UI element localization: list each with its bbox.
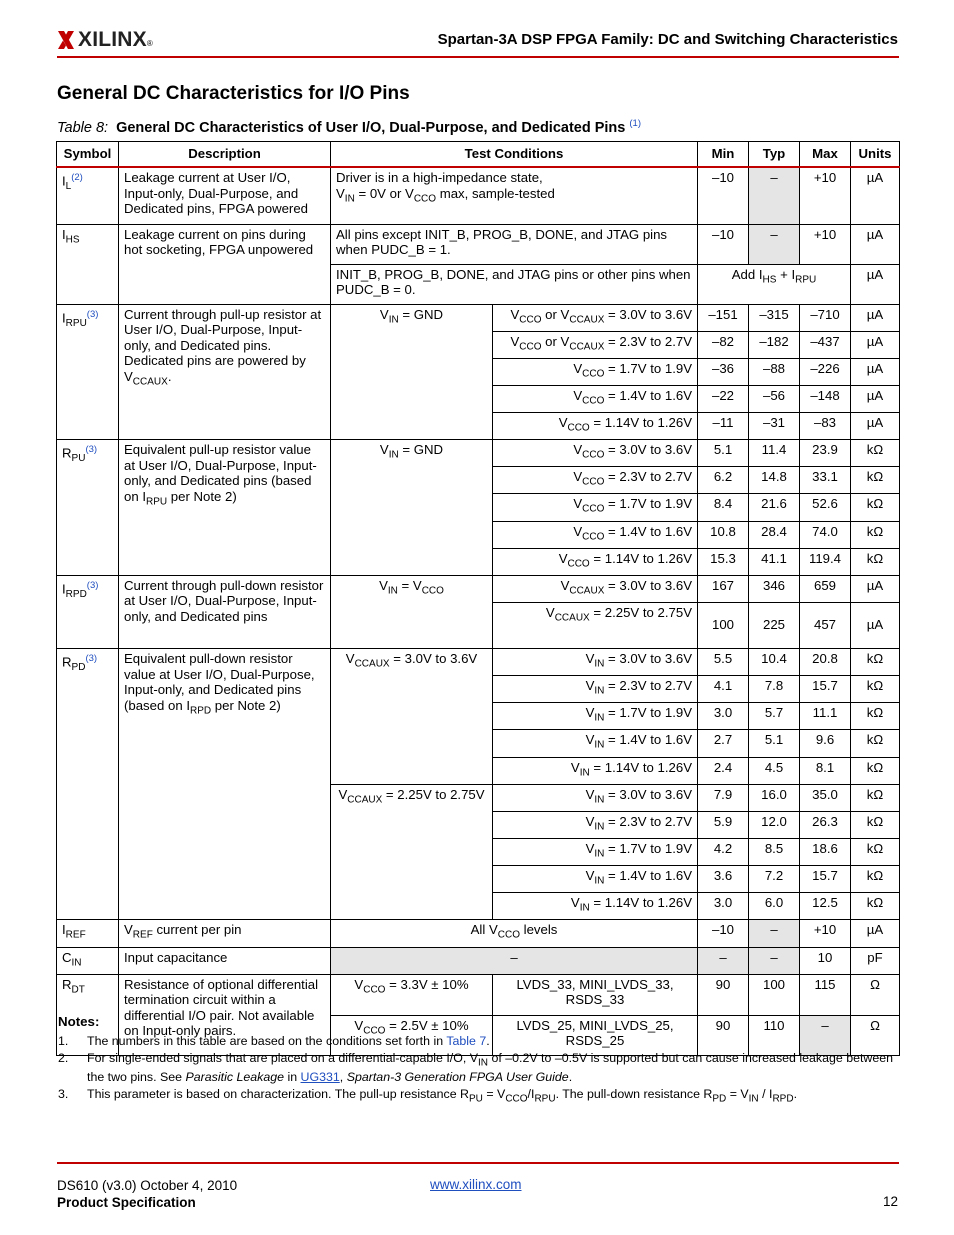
typ-value: 4.5 — [749, 757, 800, 784]
range-irpu-3: $V_{CCO} = 1.7V$ to 1.9V — [493, 358, 698, 385]
desc-iref: $V_{REF}$ current per pin — [119, 920, 331, 947]
max-value: 8.1 — [800, 757, 851, 784]
typ-cin: – — [749, 947, 800, 974]
unit-value: kΩ — [851, 548, 900, 575]
range-rpd-g2-5: $V_{IN} = 1.14V$ to 1.26V — [493, 893, 698, 920]
unit-value: kΩ — [851, 676, 900, 703]
typ-value: 41.1 — [749, 548, 800, 575]
typ-iref: – — [749, 920, 800, 947]
unit-value: µA — [851, 575, 900, 602]
min-value: 15.3 — [698, 548, 749, 575]
unit-value: µA — [851, 385, 900, 412]
symbol-rdt: $R_{DT}$ — [57, 974, 119, 1055]
max-value: –437 — [800, 331, 851, 358]
max-value: 74.0 — [800, 521, 851, 548]
unit-value: µA — [851, 304, 900, 331]
unit-value: Ω — [851, 974, 900, 1015]
unit-value: Ω — [851, 1015, 900, 1055]
typ-il: – — [749, 167, 800, 224]
range-rpd-g1-3: $V_{IN} = 1.7V$ to 1.9V — [493, 703, 698, 730]
range-rpu-1: $V_{CCO} = 3.0V$ to 3.6V — [493, 440, 698, 467]
note-link[interactable]: (3) — [85, 653, 98, 665]
cond-il: Driver is in a high-impedance state, $V_{IN} = 0V$ or $V_{CCO}$ max, sample-tested — [331, 167, 698, 224]
min-value: 167 — [698, 575, 749, 602]
min-value: 3.6 — [698, 866, 749, 893]
cond-rdt-2: $V_{CCO} = 2.5V \pm 10\%$ — [331, 1015, 493, 1055]
cond-iref: All $V_{CCO}$ levels — [331, 920, 698, 947]
unit-value: µA — [851, 413, 900, 440]
max-value: 33.1 — [800, 467, 851, 494]
col-description: Description — [119, 142, 331, 168]
table-row — [57, 304, 900, 331]
min-value: 8.4 — [698, 494, 749, 521]
typ-value: 16.0 — [749, 784, 800, 811]
min-value: 6.2 — [698, 467, 749, 494]
range-irpu-5: $V_{CCO} = 1.14V$ to 1.26V — [493, 413, 698, 440]
typ-value: –315 — [749, 304, 800, 331]
table-note-link[interactable]: (1) — [629, 118, 642, 129]
unit-value: kΩ — [851, 730, 900, 757]
max-value: 659 — [800, 575, 851, 602]
max-value: 9.6 — [800, 730, 851, 757]
unit-value: kΩ — [851, 440, 900, 467]
desc-rpu: Equivalent pull-up resistor value at User I/O, Dual-Purpose, Input-only, and Dedicated pins (based on $I_{RPU}$ per Note 2) — [119, 440, 331, 576]
desc-irpd: Current through pull-down resistor at User I/O, Dual-Purpose, Input-only, and Dedicated pins — [119, 575, 331, 648]
note-link[interactable]: (3) — [86, 579, 99, 591]
symbol-cin: $C_{IN}$ — [57, 947, 119, 974]
min-value: 100 — [698, 603, 749, 649]
symbol-rpd: $R_{PD}^{(3)}$ — [57, 649, 119, 920]
max-value: –226 — [800, 358, 851, 385]
typ-value: 110 — [749, 1015, 800, 1055]
range-rpd-g2-2: $V_{IN} = 2.3V$ to 2.7V — [493, 811, 698, 838]
typ-value: 225 — [749, 603, 800, 649]
typ-value: –56 — [749, 385, 800, 412]
max-value: –710 — [800, 304, 851, 331]
min-value: –36 — [698, 358, 749, 385]
col-symbol: Symbol — [57, 142, 119, 168]
typ-value: 5.7 — [749, 703, 800, 730]
min-value: 4.1 — [698, 676, 749, 703]
col-max: Max — [800, 142, 851, 168]
max-value: 457 — [800, 603, 851, 649]
max-value: –148 — [800, 385, 851, 412]
min-value: 2.7 — [698, 730, 749, 757]
min-value: 2.4 — [698, 757, 749, 784]
typ-value: 346 — [749, 575, 800, 602]
table-row — [57, 575, 900, 602]
unit-value: µA — [851, 331, 900, 358]
desc-il: Leakage current at User I/O, Input-only, Dual-Purpose, and Dedicated pins, FPGA powered — [119, 167, 331, 224]
unit-value: kΩ — [851, 521, 900, 548]
min-value: –22 — [698, 385, 749, 412]
typ-value: 6.0 — [749, 893, 800, 920]
range-rpu-3: $V_{CCO} = 1.7V$ to 1.9V — [493, 494, 698, 521]
min-value: 5.1 — [698, 440, 749, 467]
unit-value: kΩ — [851, 811, 900, 838]
typ-value: 8.5 — [749, 839, 800, 866]
min-value: –82 — [698, 331, 749, 358]
max-value: 15.7 — [800, 866, 851, 893]
unit-value: kΩ — [851, 494, 900, 521]
logo-wordmark: XILINX — [78, 28, 147, 51]
cond-irpd: $V_{IN} = V_{CCO}$ — [331, 575, 493, 648]
max-value: 15.7 — [800, 676, 851, 703]
table-row — [57, 167, 900, 224]
max-value: 52.6 — [800, 494, 851, 521]
unit-value: kΩ — [851, 467, 900, 494]
typ-value: 10.4 — [749, 649, 800, 676]
col-units: Units — [851, 142, 900, 168]
range-rpd-g1-4: $V_{IN} = 1.4V$ to 1.6V — [493, 730, 698, 757]
min-il: –10 — [698, 167, 749, 224]
range-rpu-2: $V_{CCO} = 2.3V$ to 2.7V — [493, 467, 698, 494]
table-row — [57, 224, 900, 264]
col-test-conditions: Test Conditions — [331, 142, 698, 168]
range-rpu-5: $V_{CCO} = 1.14V$ to 1.26V — [493, 548, 698, 575]
table-row — [57, 440, 900, 467]
max-value: 18.6 — [800, 839, 851, 866]
dc-characteristics-table — [56, 141, 900, 1056]
unit-il: µA — [851, 167, 900, 224]
cond-rpd-group2: $V_{CCAUX} = 2.25V$ to 2.75V — [331, 784, 493, 920]
unit-value: kΩ — [851, 757, 900, 784]
table-label: Table 8: — [57, 119, 109, 136]
unit-value: kΩ — [851, 703, 900, 730]
desc-cin: Input capacitance — [119, 947, 331, 974]
min-value: 3.0 — [698, 893, 749, 920]
table-title: General DC Characteristics of User I/O, Dual-Purpose, and Dedicated Pins — [116, 119, 626, 136]
typ-value: 7.2 — [749, 866, 800, 893]
range-rpu-4: $V_{CCO} = 1.4V$ to 1.6V — [493, 521, 698, 548]
table-header-row — [57, 142, 900, 168]
doc-type: Product Specification — [57, 1195, 196, 1210]
header-rule — [57, 56, 899, 58]
unit-value: kΩ — [851, 866, 900, 893]
min-value: 3.0 — [698, 703, 749, 730]
desc-rpd: Equivalent pull-down resistor value at User I/O, Dual-Purpose, Input-only, and Dedicated pins (based on $I_{RPD}$ per Note 2) — [119, 649, 331, 920]
std-rdt-1: LVDS_33, MINI_LVDS_33, RSDS_33 — [493, 974, 698, 1015]
range-irpu-4: $V_{CCO} = 1.4V$ to 1.6V — [493, 385, 698, 412]
max-value: –83 — [800, 413, 851, 440]
table-notes — [58, 1015, 898, 1110]
typ-value: –31 — [749, 413, 800, 440]
table-row — [57, 974, 900, 1015]
max-ihs: +10 — [800, 224, 851, 264]
section-title: General DC Characteristics for I/O Pins — [57, 83, 410, 104]
min-value: 90 — [698, 1015, 749, 1055]
note-2: 2. For single-ended signals that are placed on a differential-capable I/O, $V_{IN}$ of –0.2V to –0.5V is supported but can cause increased leakage between the two pins. See Parasitic Leakage in UG331, Spartan-3 Generation FPGA User Guide. — [58, 1051, 894, 1085]
unit-value: kΩ — [851, 893, 900, 920]
document-title: Spartan-3A DSP FPGA Family: DC and Switching Characteristics — [437, 31, 898, 48]
min-value: –11 — [698, 413, 749, 440]
range-rpd-g1-5: $V_{IN} = 1.14V$ to 1.26V — [493, 757, 698, 784]
unit-value: µA — [851, 358, 900, 385]
max-iref: +10 — [800, 920, 851, 947]
unit-cin: pF — [851, 947, 900, 974]
table-row — [57, 947, 900, 974]
min-value: –151 — [698, 304, 749, 331]
range-irpd-1: $V_{CCAUX} = 3.0V$ to 3.6V — [493, 575, 698, 602]
unit-value: kΩ — [851, 649, 900, 676]
typ-value: 100 — [749, 974, 800, 1015]
min-iref: –10 — [698, 920, 749, 947]
cond-ihs-1: All pins except INIT_B, PROG_B, DONE, and JTAG pins when PUDC_B = 1. — [331, 224, 698, 264]
unit-value: kΩ — [851, 839, 900, 866]
table-7-link[interactable]: Table 7 — [446, 1034, 487, 1048]
min-cin: – — [698, 947, 749, 974]
max-il: +10 — [800, 167, 851, 224]
cond-rpu: $V_{IN}$ = GND — [331, 440, 493, 576]
min-ihs: –10 — [698, 224, 749, 264]
ug331-link[interactable]: UG331 — [300, 1070, 340, 1085]
desc-irpu: Current through pull-up resistor at User I/O, Dual-Purpose, Input-only, and Dedicated pins. Dedicated pins are powered by $V_{CCAUX}$. — [119, 304, 331, 440]
max-value: – — [800, 1015, 851, 1055]
max-value: 115 — [800, 974, 851, 1015]
typ-value: 5.1 — [749, 730, 800, 757]
typ-value: 28.4 — [749, 521, 800, 548]
typ-ihs: – — [749, 224, 800, 264]
note-link[interactable]: (2) — [71, 172, 83, 183]
cond-cin: – — [331, 947, 698, 974]
unit-value: kΩ — [851, 784, 900, 811]
range-rpd-g1-1: $V_{IN} = 3.0V$ to 3.6V — [493, 649, 698, 676]
note-link[interactable]: (3) — [86, 308, 99, 320]
min-value: 4.2 — [698, 839, 749, 866]
typ-value: 12.0 — [749, 811, 800, 838]
min-value: 7.9 — [698, 784, 749, 811]
page-number: 12 — [882, 1194, 898, 1209]
note-3: 3. This parameter is based on characterization. The pull-up resistance $R_{PU} = V_{CCO}/I_{RPU}$. The pull-down resistance $R_{PD} = V_{IN} / I_{RPD}$. — [58, 1087, 798, 1105]
symbol-iref: $I_{REF}$ — [57, 920, 119, 947]
max-value: 119.4 — [800, 548, 851, 575]
max-value: 20.8 — [800, 649, 851, 676]
unit-ihs-2: µA — [851, 264, 900, 304]
typ-value: 21.6 — [749, 494, 800, 521]
table-caption — [57, 118, 641, 136]
symbol-irpu: $I_{RPU}^{(3)}$ — [57, 304, 119, 440]
range-irpu-2: $V_{CCO}$ or $V_{CCAUX} = 2.3V$ to 2.7V — [493, 331, 698, 358]
cond-rpd-group1: $V_{CCAUX} = 3.0V$ to 3.6V — [331, 649, 493, 785]
table-row — [57, 920, 900, 947]
unit-ihs: µA — [851, 224, 900, 264]
desc-ihs: Leakage current on pins during hot socketing, FPGA unpowered — [119, 224, 331, 304]
col-typ: Typ — [749, 142, 800, 168]
xilinx-x-icon — [57, 30, 75, 50]
range-irpd-2: $V_{CCAUX} = 2.25V$ to 2.75V — [493, 603, 698, 649]
typ-value: 11.4 — [749, 440, 800, 467]
range-rpd-g2-4: $V_{IN} = 1.4V$ to 1.6V — [493, 866, 698, 893]
unit-value: µA — [851, 603, 900, 649]
min-value: 5.9 — [698, 811, 749, 838]
range-irpu-1: $V_{CCO}$ or $V_{CCAUX} = 3.0V$ to 3.6V — [493, 304, 698, 331]
max-value: 11.1 — [800, 703, 851, 730]
xilinx-logo — [57, 27, 153, 53]
max-value: 35.0 — [800, 784, 851, 811]
table-row — [57, 649, 900, 676]
typ-value: –182 — [749, 331, 800, 358]
range-rpd-g1-2: $V_{IN} = 2.3V$ to 2.7V — [493, 676, 698, 703]
std-rdt-2: LVDS_25, MINI_LVDS_25, RSDS_25 — [493, 1015, 698, 1055]
unit-iref: µA — [851, 920, 900, 947]
doc-id: DS610 (v3.0) October 4, 2010 — [57, 1178, 238, 1193]
notes-heading: Notes: — [58, 1014, 100, 1029]
note-link[interactable]: (3) — [85, 444, 98, 456]
symbol-rpu: $R_{PU}^{(3)}$ — [57, 440, 119, 576]
note-1: 1. The numbers in this table are based on the conditions set forth in Table 7. — [58, 1034, 490, 1048]
min-value: 90 — [698, 974, 749, 1015]
symbol-irpd: $I_{RPD}^{(3)}$ — [57, 575, 119, 648]
logo-trademark: ® — [146, 39, 153, 48]
col-min: Min — [698, 142, 749, 168]
symbol-il: $I_L^{(2)}$ — [57, 167, 119, 224]
range-rpd-g2-1: $V_{IN} = 3.0V$ to 3.6V — [493, 784, 698, 811]
max-cin: 10 — [800, 947, 851, 974]
xilinx-url-link[interactable]: www.xilinx.com — [430, 1177, 522, 1192]
ihs-add-note: Add $I_{HS} + I_{RPU}$ — [698, 264, 851, 304]
max-value: 23.9 — [800, 440, 851, 467]
min-value: 10.8 — [698, 521, 749, 548]
cond-ihs-2: INIT_B, PROG_B, DONE, and JTAG pins or other pins when PUDC_B = 0. — [331, 264, 698, 304]
symbol-ihs: $I_{HS}$ — [57, 224, 119, 304]
typ-value: 14.8 — [749, 467, 800, 494]
footer-left — [57, 1177, 237, 1211]
typ-value: –88 — [749, 358, 800, 385]
max-value: 12.5 — [800, 893, 851, 920]
max-value: 26.3 — [800, 811, 851, 838]
cond-irpu: $V_{IN}$ = GND — [331, 304, 493, 440]
typ-value: 7.8 — [749, 676, 800, 703]
footer-rule — [57, 1162, 899, 1164]
desc-rdt: Resistance of optional differential termination circuit within a differential I/O pair. Not available on Input-only pairs. — [119, 974, 331, 1055]
cond-rdt-1: $V_{CCO} = 3.3V \pm 10\%$ — [331, 974, 493, 1015]
min-value: 5.5 — [698, 649, 749, 676]
range-rpd-g2-3: $V_{IN} = 1.7V$ to 1.9V — [493, 839, 698, 866]
